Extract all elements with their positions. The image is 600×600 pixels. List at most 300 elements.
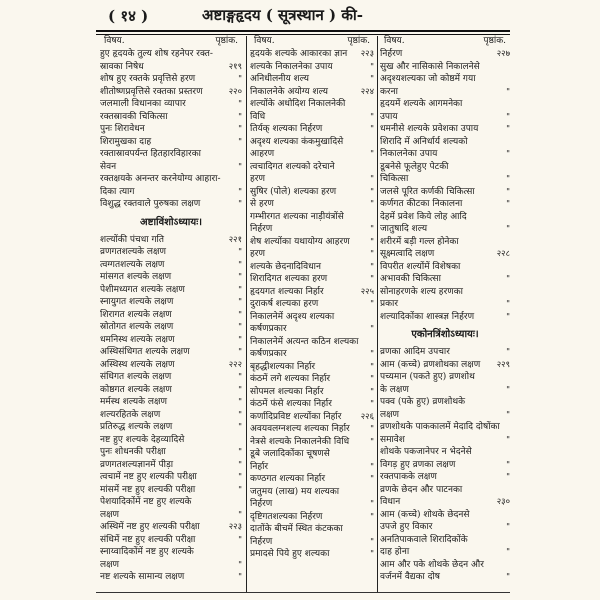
- entry-page: ": [370, 149, 374, 159]
- entry-subject: कंठमें लगे शल्यका निर्हार: [250, 374, 331, 384]
- entry-page: ": [370, 124, 374, 134]
- entry-subject: गम्भीरगत शल्यका नाड़ीयंत्रोंसे: [250, 211, 344, 222]
- entry-subject: मर्मस्थ शल्यके लक्षण: [100, 397, 167, 407]
- chapter-heading: एकोनत्रिंशोऽध्यायः।: [411, 329, 479, 340]
- entry-subject: शल्यके छेदनादिविधान: [250, 261, 321, 272]
- index-entry: [380, 173, 510, 186]
- index-entry: [100, 334, 242, 347]
- entry-page: ": [506, 186, 510, 197]
- entry-subject: अनतिपाकवाले शिरादिकोंके: [380, 534, 468, 545]
- entry-subject: स्रावका निषेध: [100, 61, 144, 72]
- entry-subject: डूबनेसे फूलेहुए पेटकी: [380, 161, 449, 172]
- index-entry: [380, 148, 510, 161]
- index-entry: [100, 86, 242, 99]
- entry-page: २२३: [228, 522, 242, 532]
- index-entry: [380, 509, 510, 522]
- entry-subject: हुए हृदयके तुल्य शोष रहनेपर रक्त-: [100, 49, 213, 59]
- index-entry: [100, 409, 242, 422]
- entry-page: ": [370, 224, 374, 234]
- entry-page: ": [370, 386, 374, 397]
- entry-subject: निर्हरण: [250, 499, 273, 509]
- entry-page: ": [238, 297, 242, 307]
- entry-subject: स्नाय्वादिकोंमें नष्ट हुए शल्यके: [100, 547, 194, 557]
- entry-subject: रक्तास्रावपर्यन्त हितहारविहारका: [100, 149, 201, 159]
- entry-page: ": [238, 284, 242, 295]
- entry-subject: विधान: [380, 497, 401, 507]
- column-header-page: पृष्ठांक.: [483, 36, 506, 46]
- entry-subject: त्वग्गतशल्यके लक्षण: [100, 259, 165, 270]
- index-entry: [380, 359, 510, 372]
- index-entry: [100, 534, 242, 547]
- entry-page: ": [506, 199, 510, 209]
- index-entry: [100, 136, 242, 149]
- index-entry: [380, 48, 510, 61]
- index-entry: [250, 148, 374, 161]
- entry-subject: दातोंके बीचमें स्थित कंटकका: [250, 524, 343, 534]
- entry-subject: शेष शल्योंका यथायोग्य आहरण: [250, 236, 350, 247]
- column-divider: [377, 36, 378, 592]
- entry-page: ": [238, 559, 242, 570]
- entry-page: २१९: [228, 61, 242, 72]
- entry-subject: अवयवलग्नशल्य शल्यका निर्हार: [250, 424, 350, 434]
- index-entry: [250, 61, 374, 74]
- entry-page: ": [238, 199, 242, 209]
- index-entry: [380, 86, 510, 99]
- index-entry: [250, 473, 374, 486]
- index-entry: [100, 434, 242, 447]
- index-entry: [250, 523, 374, 536]
- entry-subject: वर्जनमें वैद्यका दोष: [380, 572, 441, 582]
- index-entry: [380, 311, 510, 324]
- entry-subject: प्रमादसे पिये हुए शल्यका: [250, 549, 330, 559]
- index-entry: [380, 111, 510, 124]
- entry-subject: सोपमल शल्यका निर्हार: [250, 386, 324, 397]
- entry-page: २२७: [496, 49, 510, 59]
- entry-page: ": [506, 124, 510, 134]
- index-entry: [250, 286, 374, 299]
- index-entry: [100, 546, 242, 559]
- index-entry: [100, 98, 242, 111]
- index-entry: [250, 223, 374, 236]
- column-header-subject: विषय.: [384, 36, 405, 46]
- index-entry: [250, 111, 374, 124]
- index-entry: [250, 336, 374, 349]
- index-entry: [250, 386, 374, 399]
- entry-subject: शल्यरहितके लक्षण: [100, 409, 161, 420]
- entry-subject: शिरादि में अनिर्धार्य शल्यको: [380, 136, 468, 147]
- entry-subject: कण्ठगत शल्यका निर्हार: [250, 474, 326, 484]
- entry-subject: रक्तस्रावकी चिकित्सा: [100, 111, 168, 122]
- entry-page: ": [238, 161, 242, 172]
- entry-page: ": [238, 447, 242, 457]
- entry-page: ": [238, 99, 242, 109]
- index-entry: [380, 434, 510, 447]
- index-entry: [100, 173, 242, 186]
- entry-page: ": [370, 199, 374, 209]
- entry-page: ": [506, 472, 510, 482]
- index-entry: [100, 284, 242, 297]
- entry-subject: पुनः शोधनकी परीक्षा: [100, 447, 166, 457]
- index-entry: [380, 571, 510, 584]
- index-entry: [100, 198, 242, 211]
- index-entry: [380, 396, 510, 409]
- entry-subject: करना: [380, 86, 398, 97]
- entry-subject: शरीरमें बड़ी गल्ल होनेका: [380, 236, 459, 247]
- index-entry: [250, 548, 374, 561]
- entry-subject: व्रणगतशल्यज्ञानमें पीड़ा: [100, 459, 174, 470]
- entry-page: ": [370, 111, 374, 122]
- index-entry: [380, 409, 510, 422]
- entry-page: ": [370, 299, 374, 309]
- entry-subject: दाह होना: [380, 547, 410, 557]
- entry-subject: मांसमें नष्ट हुए शल्यकी परीक्षा: [100, 484, 196, 495]
- entry-subject: आम (कच्चे) शोथके छेदनसे: [380, 509, 470, 520]
- entry-subject: शल्यादिकोंका शास्त्रज्ञ निर्हरण: [380, 311, 475, 322]
- entry-page: ": [506, 224, 510, 234]
- entry-subject: अदृश्य शल्यका कंकमुखादिसे: [250, 136, 344, 147]
- entry-subject: पच्यमान (पकते हुए) व्रणशोथ: [380, 372, 475, 382]
- entry-subject: डूबे जलादिकोंका चूषणसे: [250, 449, 330, 459]
- column-header-subject: विषय.: [254, 36, 275, 46]
- column-header-subject: विषय.: [104, 36, 125, 46]
- entry-page: ": [238, 111, 242, 122]
- page-number: ( १४ ): [108, 7, 149, 25]
- entry-page: ": [506, 459, 510, 470]
- header-rule-thick: [96, 30, 510, 32]
- entry-subject: हृदयगत शल्यका निर्हार: [250, 286, 324, 297]
- entry-page: ": [370, 274, 374, 284]
- index-entry: [380, 186, 510, 199]
- entry-page: ": [238, 259, 242, 270]
- entry-page: ": [238, 397, 242, 407]
- index-entry: [100, 559, 242, 572]
- entry-page: ": [370, 261, 374, 272]
- entry-subject: शिरामुखका दाह: [100, 136, 152, 147]
- entry-page: ": [370, 436, 374, 447]
- entry-page: ": [370, 174, 374, 184]
- index-entry: [100, 484, 242, 497]
- entry-subject: हृदयमें शल्यके आगमनेका: [380, 99, 463, 109]
- entry-page: ": [506, 86, 510, 97]
- entry-page: ": [370, 474, 374, 484]
- entry-subject: विशुद्ध रक्तवाले पुरुषका लक्षण: [100, 199, 201, 209]
- index-entry: [380, 346, 510, 359]
- index-column-2: [250, 34, 374, 594]
- entry-page: ": [370, 349, 374, 359]
- index-entry: [100, 148, 242, 161]
- entry-subject: अदृश्यशल्यका जो कोष्ठमें गया: [380, 74, 476, 84]
- index-entry: [380, 61, 510, 74]
- entry-page: ": [370, 499, 374, 509]
- entry-subject: हरण: [250, 174, 265, 184]
- index-entry: [100, 246, 242, 259]
- entry-subject: सुषिर (पोले) शल्यका हरण: [250, 186, 337, 197]
- index-entry: [380, 286, 510, 299]
- entry-subject: उपाय: [380, 111, 398, 122]
- entry-page: २२०: [228, 86, 242, 97]
- index-entry: [250, 173, 374, 186]
- entry-subject: व्रणशोथके पाककालमें मेदादि दोषोंका: [380, 422, 500, 432]
- index-column-3: [380, 34, 510, 594]
- entry-subject: कोष्ठगत शल्यके लक्षण: [100, 384, 172, 395]
- entry-subject: उपजे हुए विकार: [380, 522, 433, 532]
- index-entry: [250, 448, 374, 461]
- entry-subject: बृहद्धीशल्यका निर्हार: [250, 361, 316, 372]
- entry-subject: देहमें प्रवेश किये लोह आदि: [380, 211, 467, 222]
- index-entry: [380, 484, 510, 497]
- index-entry: [100, 111, 242, 124]
- entry-page: ": [238, 186, 242, 197]
- index-entry: [380, 198, 510, 211]
- index-entry: [380, 223, 510, 236]
- index-entry: [100, 346, 242, 359]
- entry-subject: स्रोतोगत शल्यके लक्षण: [100, 322, 174, 332]
- column-header-page: पृष्ठांक.: [347, 36, 370, 46]
- index-entry: [380, 161, 510, 174]
- entry-subject: धमनिस्थ शल्यके लक्षण: [100, 334, 175, 345]
- entry-page: ": [370, 61, 374, 72]
- entry-page: ": [506, 434, 510, 445]
- entry-page: ": [238, 422, 242, 432]
- index-entry: [100, 186, 242, 199]
- index-entry: [100, 571, 242, 584]
- entry-subject: निकालनेमें अदृश्य शल्यका: [250, 311, 335, 322]
- entry-page: २२४: [360, 86, 374, 97]
- index-entry: [250, 48, 374, 61]
- index-entry: [100, 371, 242, 384]
- entry-subject: आहरण: [250, 149, 275, 159]
- entry-subject: हृदयके शल्यके आकारका ज्ञान: [250, 49, 348, 59]
- index-entry: [100, 234, 242, 247]
- index-entry: [100, 509, 242, 522]
- entry-page: ": [506, 547, 510, 557]
- entry-page: ": [238, 124, 242, 134]
- index-entry: [380, 534, 510, 547]
- entry-subject: जातुषादि शल्य: [380, 224, 428, 234]
- index-entry: [100, 421, 242, 434]
- entry-page: ": [506, 572, 510, 582]
- entry-page: २२६: [360, 411, 374, 422]
- index-entry: [250, 348, 374, 361]
- index-entry: [380, 123, 510, 136]
- entry-page: ": [238, 509, 242, 520]
- index-entry: [100, 471, 242, 484]
- index-entry: [100, 459, 242, 472]
- entry-page: ": [370, 186, 374, 197]
- index-entry: [380, 298, 510, 311]
- entry-subject: पक्व (पके हुए) व्रणशोथके: [380, 397, 466, 407]
- entry-subject: सुख और नासिकासे निकालनेसे: [380, 61, 480, 72]
- entry-page: ": [370, 399, 374, 409]
- entry-subject: कर्षणप्रकार: [250, 349, 287, 359]
- entry-page: २२९: [496, 359, 510, 370]
- index-entry: [100, 359, 242, 372]
- index-entry: [250, 536, 374, 549]
- entry-subject: मांसगत शल्यके लक्षण: [100, 272, 172, 282]
- index-entry: [250, 361, 374, 374]
- entry-subject: सोनाहरणके शल्य हरणका: [380, 286, 464, 297]
- entry-subject: प्रकार: [380, 299, 399, 309]
- index-entry: [100, 321, 242, 334]
- entry-subject: चिकित्सा: [380, 174, 409, 184]
- entry-subject: जतुमय (लाख) मय शल्यका: [250, 486, 340, 497]
- entry-subject: पुनः शिरावेधन: [100, 124, 145, 134]
- entry-subject: अस्थिस्थ शल्यके लक्षण: [100, 359, 175, 370]
- index-entry: [100, 296, 242, 309]
- entry-subject: निर्हरण: [380, 49, 403, 59]
- entry-page: ": [370, 424, 374, 434]
- index-entry: [250, 398, 374, 411]
- entry-page: २२८: [496, 249, 510, 259]
- entry-page: ": [506, 111, 510, 122]
- entry-subject: विगड़ हुए व्रणका लक्षण: [380, 459, 456, 470]
- entry-subject: आम और पके शोथके छेदन और: [380, 559, 484, 570]
- column-divider: [246, 36, 247, 592]
- entry-subject: लक्षण: [100, 509, 120, 520]
- entry-subject: आम (कच्चे) व्रणशोथका लक्षण: [380, 359, 481, 370]
- entry-page: ": [506, 409, 510, 420]
- entry-page: ": [238, 74, 242, 84]
- entry-subject: समावेश: [380, 434, 405, 445]
- entry-subject: विपरीत शल्योंमें विशेषका: [380, 261, 461, 272]
- entry-page: ": [238, 572, 242, 582]
- entry-page: ": [238, 334, 242, 345]
- entry-page: ": [370, 461, 374, 472]
- index-entry: [100, 73, 242, 86]
- entry-page: २२३: [360, 49, 374, 59]
- entry-page: ": [506, 174, 510, 184]
- entry-subject: अस्थिमें नष्ट हुए शल्यकी परीक्षा: [100, 522, 200, 532]
- index-entry: [380, 211, 510, 224]
- entry-subject: धमनीसे शल्यके प्रवेशका उपाय: [380, 124, 479, 134]
- entry-subject: पेशयादिकोंमें नष्ट हुए शल्यके: [100, 497, 192, 507]
- index-entry: [380, 384, 510, 397]
- index-entry: [380, 459, 510, 472]
- index-entry: [250, 311, 374, 324]
- entry-subject: त्वचामें नष्ट हुए शल्यकी परीक्षा: [100, 472, 197, 482]
- entry-page: ": [238, 384, 242, 395]
- index-entry: [380, 559, 510, 572]
- index-entry: [100, 396, 242, 409]
- index-entry: [250, 198, 374, 211]
- index-entry: [380, 521, 510, 534]
- entry-page: ": [238, 484, 242, 495]
- entry-page: ": [506, 522, 510, 532]
- index-entry: [250, 236, 374, 249]
- page-title: अष्टाङ्गहृदय ( सूत्रस्थान ) की-: [202, 6, 363, 24]
- entry-subject: अभावकी चिकित्सा: [380, 274, 441, 284]
- column-header: [380, 34, 510, 48]
- index-entry: [250, 123, 374, 136]
- entry-subject: शल्योंके अधोदिश निकालनेकी: [250, 99, 346, 109]
- index-entry: [100, 48, 242, 61]
- index-entry: [100, 161, 242, 174]
- entry-page: २३०: [496, 497, 510, 507]
- entry-subject: जलसे पूरित कर्णकी चिकित्सा: [380, 186, 475, 197]
- entry-subject: निर्हार: [250, 461, 269, 472]
- entry-subject: विधि: [250, 111, 266, 122]
- entry-page: ": [238, 136, 242, 147]
- entry-subject: शल्यके निकालनेका उपाय: [250, 61, 333, 72]
- entry-subject: के लक्षण: [380, 384, 409, 395]
- entry-page: ": [370, 536, 374, 547]
- entry-page: ": [238, 459, 242, 470]
- entry-subject: निर्हरण: [250, 536, 273, 547]
- entry-subject: जलमाली विधानका व्यापार: [100, 99, 186, 109]
- entry-page: २२१: [228, 234, 242, 245]
- column-header: [250, 34, 374, 48]
- index-entry: [250, 423, 374, 436]
- entry-page: ": [506, 384, 510, 395]
- entry-subject: कर्णगत कीटका निकालना: [380, 199, 463, 209]
- entry-subject: दृष्टिगतशल्यका निर्हरण: [250, 511, 323, 522]
- entry-subject: प्रतिरुद्ध शल्यके लक्षण: [100, 422, 173, 432]
- entry-page: ": [238, 409, 242, 420]
- index-entry: [100, 123, 242, 136]
- index-entry: [250, 461, 374, 474]
- index-entry: [100, 309, 242, 322]
- entry-subject: रक्तपाकके लक्षण: [380, 472, 437, 482]
- entry-page: ": [238, 534, 242, 545]
- entry-page: ": [238, 472, 242, 482]
- index-entry: [380, 248, 510, 261]
- entry-page: ": [506, 274, 510, 284]
- entry-subject: रक्तक्षयके अनन्तर करनेयोग्य आहारा-: [100, 174, 221, 184]
- entry-subject: शिरादिगत शल्यका हरण: [250, 274, 328, 284]
- index-entry: [380, 421, 510, 434]
- entry-subject: शोथके पकजानेपर न भेदनेसे: [380, 447, 472, 457]
- index-entry: [380, 98, 510, 111]
- entry-subject: कंठमें फंसे शल्यका निर्हार: [250, 399, 332, 409]
- entry-page: ": [238, 309, 242, 320]
- entry-subject: निर्हरण: [250, 224, 273, 234]
- entry-subject: नष्ट शल्यके सामान्य लक्षण: [100, 572, 185, 582]
- entry-subject: शिरागत शल्यके लक्षण: [100, 309, 172, 320]
- index-entry: [250, 298, 374, 311]
- index-entry: [100, 496, 242, 509]
- index-entry: [250, 161, 374, 174]
- index-entry: [250, 186, 374, 199]
- index-entry: [250, 98, 374, 111]
- entry-subject: सूक्ष्मत्वादि लक्षण: [380, 249, 435, 259]
- entry-page: ": [370, 74, 374, 84]
- index-entry: [250, 261, 374, 274]
- entry-page: ": [238, 272, 242, 282]
- entry-subject: कर्षणप्रकार: [250, 324, 287, 334]
- entry-subject: से हरण: [250, 199, 274, 209]
- entry-subject: अनिधीलनीय शल्य: [250, 74, 310, 84]
- entry-subject: शीतोष्णप्रवृत्तिसे रक्तका प्रस्तरण: [100, 86, 203, 97]
- index-entry: [380, 471, 510, 484]
- entry-page: ": [506, 299, 510, 309]
- entry-subject: व्रणके छेदन और पाटनका: [380, 484, 463, 495]
- index-entry: [100, 259, 242, 272]
- index-entry: [380, 546, 510, 559]
- entry-page: ": [506, 149, 510, 159]
- entry-subject: शल्योंकी पंचधा गति: [100, 234, 164, 245]
- entry-page: ": [506, 347, 510, 357]
- index-entry: [100, 446, 242, 459]
- index-entry: [100, 384, 242, 397]
- entry-page: ": [370, 249, 374, 259]
- entry-page: ": [370, 324, 374, 334]
- entry-page: २२५: [360, 286, 374, 297]
- entry-page: ": [238, 322, 242, 332]
- index-entry: [100, 521, 242, 534]
- index-entry: [380, 273, 510, 286]
- index-entry: [250, 86, 374, 99]
- index-entry: [380, 236, 510, 249]
